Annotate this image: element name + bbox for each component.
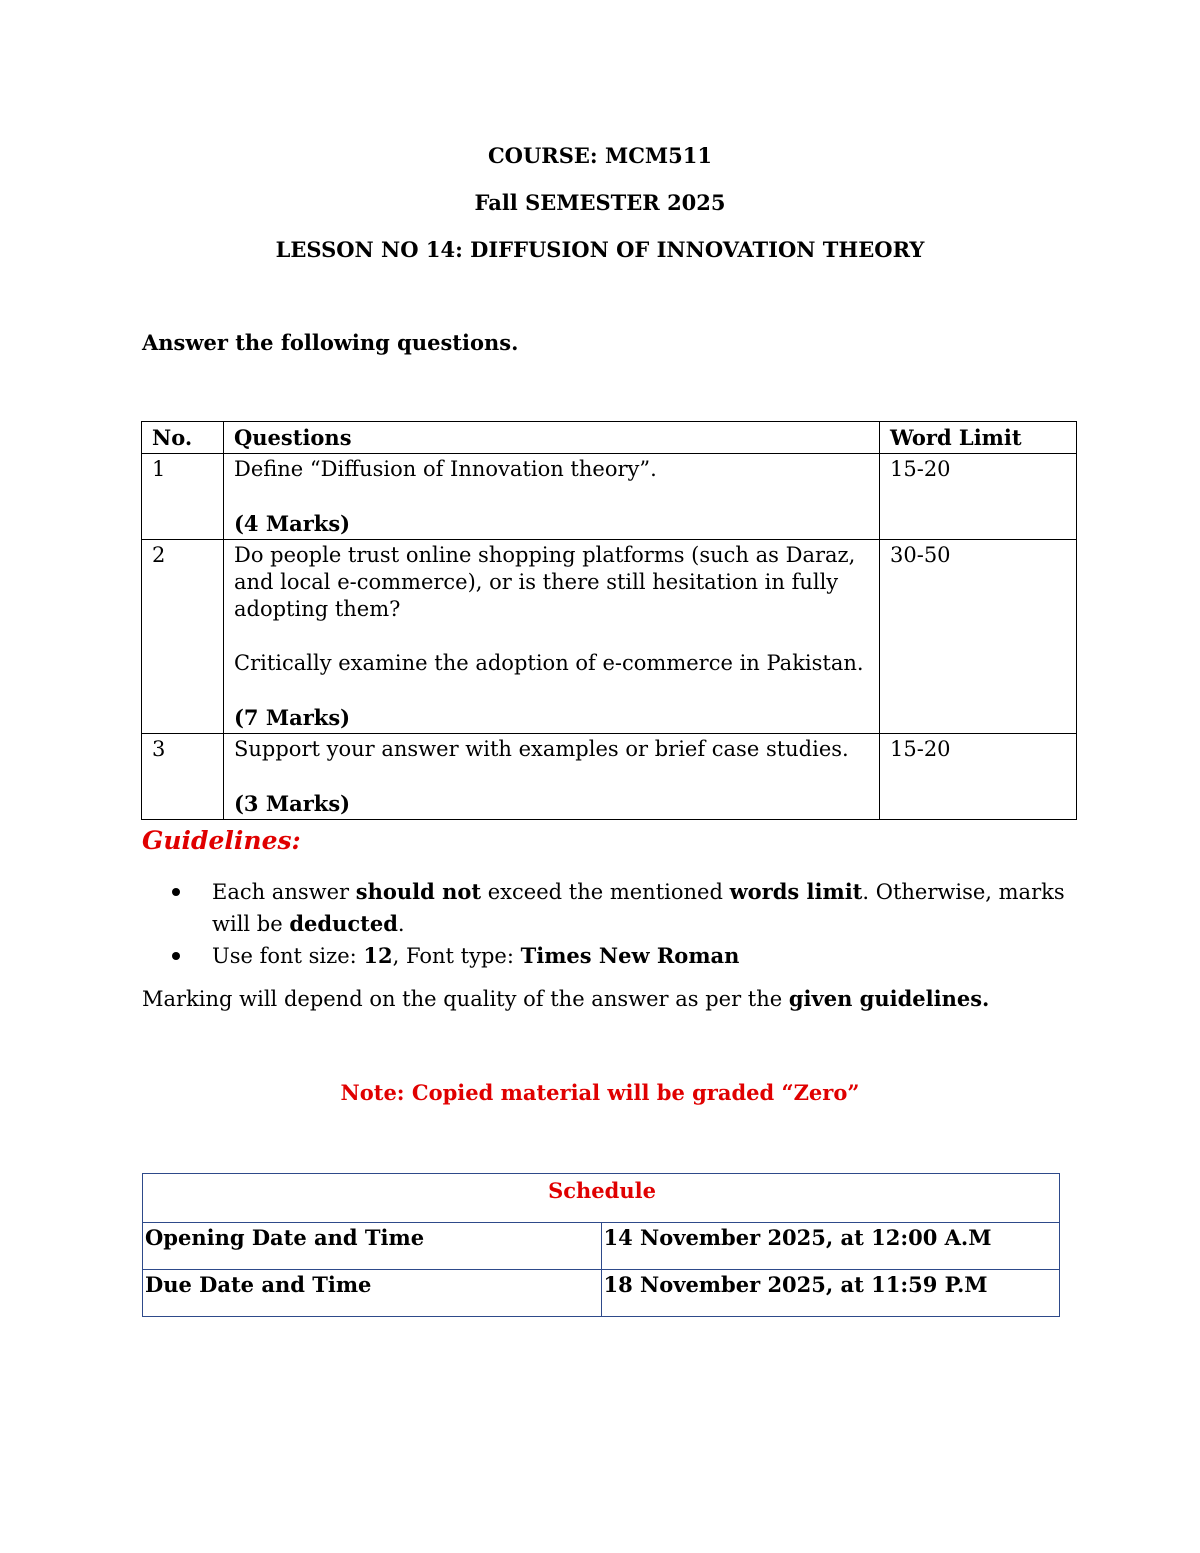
text-run-bold: should not (355, 879, 482, 904)
question-text: Support your answer with examples or brief case studies. (234, 737, 849, 761)
question-cell (224, 734, 880, 820)
word-limit: 30-50 (880, 540, 1077, 734)
opening-value: 14 November 2025, at 12:00 A.M (601, 1223, 1060, 1270)
instruction-text: Answer the following questions. (142, 330, 519, 355)
table-row (143, 1223, 1060, 1270)
schedule-title: Schedule (143, 1174, 1060, 1223)
schedule-header-row (143, 1174, 1060, 1223)
question-number: 2 (142, 540, 224, 734)
text-run: . Otherwise, marks will be (212, 880, 1065, 936)
table-row (142, 734, 1077, 820)
list-item (172, 940, 1072, 972)
text-run: , Font type: (392, 944, 521, 968)
text-run: Use font size: (212, 944, 364, 968)
text-run: Each answer (212, 880, 356, 904)
question-text: Critically examine the adoption of e-commerce in Pakistan. (234, 651, 864, 675)
guidelines-list (172, 876, 1072, 972)
question-cell (224, 454, 880, 540)
table-row (142, 454, 1077, 540)
text-run-bold: deducted (289, 911, 398, 936)
copy-warning-note: Note: Copied material will be graded “Zero” (340, 1080, 860, 1105)
text-run: Marking will depend on the quality of the answer as per the (142, 987, 789, 1011)
column-header-word-limit: Word Limit (880, 422, 1077, 454)
table-row (143, 1270, 1060, 1317)
lesson-title: LESSON NO 14: DIFFUSION OF INNOVATION THEORY (275, 237, 925, 262)
bullet-icon (172, 888, 180, 896)
question-marks: (7 Marks) (234, 705, 351, 730)
course-title: COURSE: MCM511 (487, 143, 713, 168)
table-row (142, 540, 1077, 734)
word-limit: 15-20 (880, 454, 1077, 540)
question-cell (224, 540, 880, 734)
question-text: Define “Diffusion of Innovation theory”. (234, 457, 657, 481)
schedule-table (142, 1173, 1060, 1317)
text-run-bold: words limit (729, 879, 863, 904)
text-run-bold: given guidelines. (788, 986, 990, 1011)
semester-title: Fall SEMESTER 2025 (474, 190, 726, 215)
question-number: 1 (142, 454, 224, 540)
due-label: Due Date and Time (143, 1270, 602, 1317)
question-marks: (3 Marks) (234, 791, 351, 816)
text-run: exceed the mentioned (481, 880, 730, 904)
column-header-questions: Questions (224, 422, 880, 454)
due-value: 18 November 2025, at 11:59 P.M (601, 1270, 1060, 1317)
guidelines-heading: Guidelines: (142, 826, 301, 855)
question-marks: (4 Marks) (234, 511, 351, 536)
questions-table-header (142, 422, 1077, 454)
opening-label: Opening Date and Time (143, 1223, 602, 1270)
column-header-no: No. (142, 422, 224, 454)
question-text: Do people trust online shopping platforms (such as Daraz, and local e-commerce), or is there still hesitation in fully adopting them? (234, 543, 856, 621)
marking-note (142, 986, 989, 1011)
bullet-icon (172, 952, 180, 960)
list-item (172, 876, 1072, 940)
questions-table (141, 421, 1077, 820)
text-run-bold: Times New Roman (520, 943, 740, 968)
text-run: . (397, 912, 405, 936)
text-run-bold: 12 (363, 943, 393, 968)
question-number: 3 (142, 734, 224, 820)
word-limit: 15-20 (880, 734, 1077, 820)
